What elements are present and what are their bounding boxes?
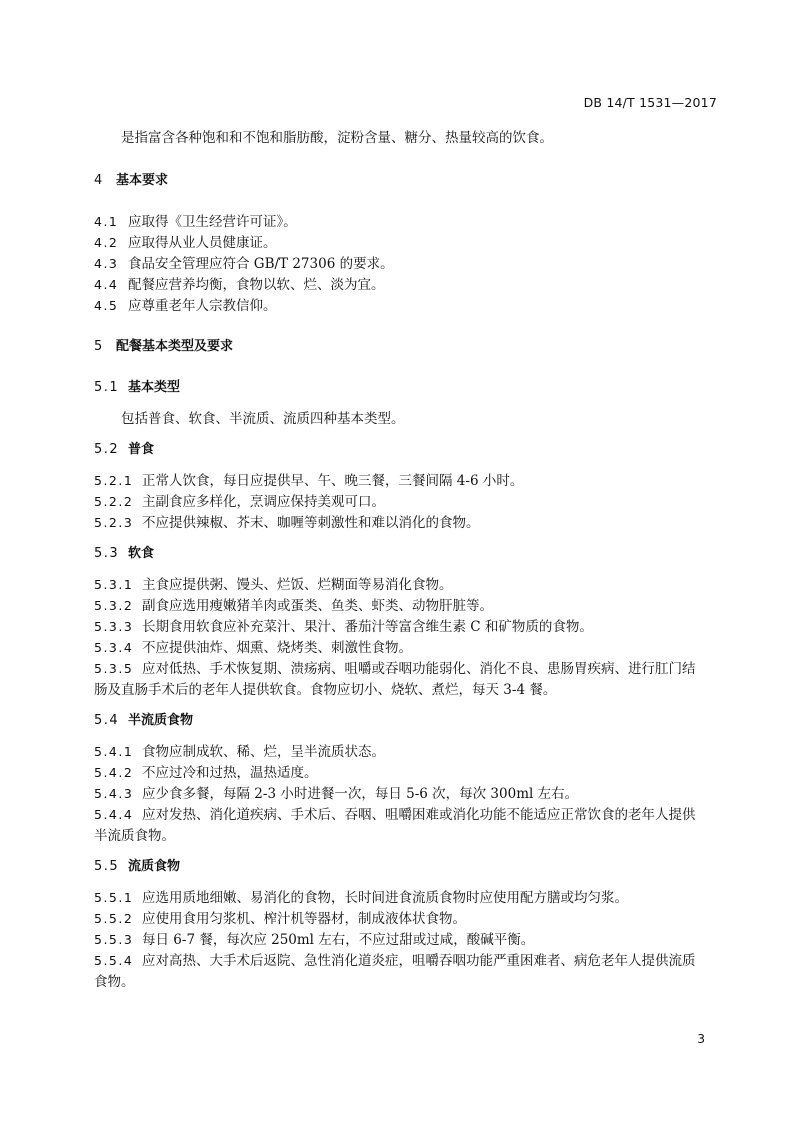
clause-4-1: [94, 212, 297, 232]
clause-5-3-2: [94, 596, 493, 616]
clause-text: 主副食应多样化，烹调应保持美观可口。: [142, 494, 385, 510]
subsection-heading-5-3: [94, 544, 154, 564]
clause-text: 每日 6-7 餐，每次应 250ml 左右，不应过甜或过咸，酸碱平衡。: [142, 932, 535, 948]
subsection-number: 5.5: [94, 859, 120, 874]
clause-text: 不应提供辣椒、芥末、咖喱等刺激性和难以消化的食物。: [142, 515, 480, 531]
clause-5-4-1: [94, 742, 385, 762]
clause-text: 主食应提供粥、馒头、烂饭、烂糊面等易消化食物。: [142, 577, 453, 593]
subsection-number: 5.4: [94, 713, 120, 728]
clause-text: 食物应制成软、稀、烂，呈半流质状态。: [142, 744, 385, 760]
clause-number: 4.1: [94, 214, 119, 229]
clause-5-4-3: [94, 784, 578, 804]
clause-number: 5.2.3: [94, 515, 134, 530]
clause-text: 应对高热、大手术后返院、急性消化道炎症，咀嚼吞咽功能严重困难者、病危老年人提供流质: [142, 953, 696, 969]
clause-text: 正常人饮食，每日应提供早、午、晚三餐，三餐间隔 4-6 小时。: [142, 473, 524, 489]
clause-number: 5.4.1: [94, 744, 134, 759]
subsection-number: 5.1: [94, 380, 120, 395]
clause-text: 应使用食用匀浆机、榨汁机等器材，制成液体状食物。: [142, 911, 466, 927]
clause-text: 应对低热、手术恢复期、溃疡病、咀嚼或吞咽功能弱化、消化不良、患肠胃疾病、进行肛门结: [142, 661, 696, 677]
clause-5-3-3: [94, 617, 593, 637]
clause-number: 5.5.4: [94, 953, 134, 968]
clause-5-5-4: [94, 951, 696, 971]
clause-5-5-2: [94, 909, 466, 929]
clause-number: 5.5.3: [94, 932, 134, 947]
clause-text: 不应过冷和过热，温热适度。: [142, 765, 318, 781]
clause-text: 长期食用软食应补充菜汁、果汁、番茄汁等富含维生素 C 和矿物质的食物。: [142, 619, 593, 635]
clause-5-4-4: [94, 805, 696, 825]
section-number: 5: [94, 339, 104, 354]
subsection-heading-5-4: [94, 711, 193, 731]
document-id: DB 14/T 1531—2017: [583, 95, 717, 110]
clause-number: 4.4: [94, 277, 119, 292]
clause-number: 5.3.3: [94, 619, 134, 634]
clause-number: 5.5.2: [94, 911, 134, 926]
subsection-title: 软食: [128, 546, 155, 561]
clause-5-5-4-continuation: 食物。: [94, 974, 135, 990]
clause-5-4-2: [94, 763, 318, 783]
clause-number: 5.2.1: [94, 473, 134, 488]
subsection-heading-5-2: [94, 440, 154, 460]
clause-5-3-4: [94, 638, 412, 658]
page-number: 3: [697, 1032, 705, 1046]
clause-text: 食品安全管理应符合 GB/T 27306 的要求。: [128, 256, 394, 272]
clause-number: 5.3.2: [94, 598, 134, 613]
clause-number: 5.2.2: [94, 494, 134, 509]
clause-number: 5.4.3: [94, 786, 134, 801]
clause-number: 4.5: [94, 298, 119, 313]
subsection-title: 普食: [128, 442, 155, 457]
clause-5-5-1: [94, 888, 628, 908]
clause-text: 应对发热、消化道疾病、手术后、吞咽、咀嚼困难或消化功能不能适应正常饮食的老年人提供: [142, 807, 696, 823]
subsection-number: 5.3: [94, 546, 120, 561]
clause-number: 5.3.1: [94, 577, 134, 592]
paragraph-5-1: 包括普食、软食、半流质、流质四种基本类型。: [121, 411, 405, 427]
subsection-heading-5-5: [94, 857, 180, 877]
clause-4-3: [94, 254, 394, 274]
subsection-number: 5.2: [94, 442, 120, 457]
subsection-title: 流质食物: [128, 859, 181, 874]
section-title: 基本要求: [116, 173, 169, 188]
clause-number: 5.4.2: [94, 765, 134, 780]
clause-number: 4.3: [94, 256, 119, 271]
section-number: 4: [94, 173, 104, 188]
clause-5-3-5: [94, 659, 696, 679]
clause-text: 应取得《卫生经营许可证》。: [128, 214, 297, 230]
section-heading-4: [94, 171, 168, 191]
clause-number: 5.5.1: [94, 890, 134, 905]
clause-4-5: [94, 296, 277, 316]
clause-number: 5.3.5: [94, 661, 134, 676]
clause-number: 4.2: [94, 235, 119, 250]
clause-5-2-1: [94, 471, 523, 491]
clause-number: 5.3.4: [94, 640, 134, 655]
clause-5-5-3: [94, 930, 534, 950]
clause-4-2: [94, 233, 277, 253]
clause-5-3-1: [94, 575, 453, 595]
subsection-heading-5-1: [94, 378, 180, 398]
subsection-title: 基本类型: [128, 380, 181, 395]
clause-5-4-4-continuation: 半流质食物。: [94, 828, 175, 844]
clause-text: 应少食多餐，每隔 2-3 小时进餐一次，每日 5-6 次，每次 300ml 左右。: [142, 786, 579, 802]
subsection-title: 半流质食物: [128, 713, 194, 728]
clause-4-4: [94, 275, 385, 295]
section-title: 配餐基本类型及要求: [116, 339, 234, 354]
intro-line: 是指富含各种饱和和不饱和脂肪酸，淀粉含量、糖分、热量较高的饮食。: [121, 130, 553, 146]
clause-text: 配餐应营养均衡，食物以软、烂、淡为宜。: [128, 277, 385, 293]
clause-5-2-3: [94, 513, 480, 533]
clause-text: 应尊重老年人宗教信仰。: [128, 298, 277, 314]
clause-text: 副食应选用瘦嫩猪羊肉或蛋类、鱼类、虾类、动物肝脏等。: [142, 598, 493, 614]
clause-text: 应选用质地细嫩、易消化的食物，长时间进食流质食物时应使用配方膳或均匀浆。: [142, 890, 628, 906]
clause-number: 5.4.4: [94, 807, 134, 822]
clause-5-3-5-continuation: 肠及直肠手术后的老年人提供软食。食物应切小、烧软、煮烂，每天 3-4 餐。: [94, 682, 557, 698]
section-heading-5: [94, 337, 233, 357]
clause-text: 不应提供油炸、烟熏、烧烤类、刺激性食物。: [142, 640, 412, 656]
clause-text: 应取得从业人员健康证。: [128, 235, 277, 251]
clause-5-2-2: [94, 492, 385, 512]
